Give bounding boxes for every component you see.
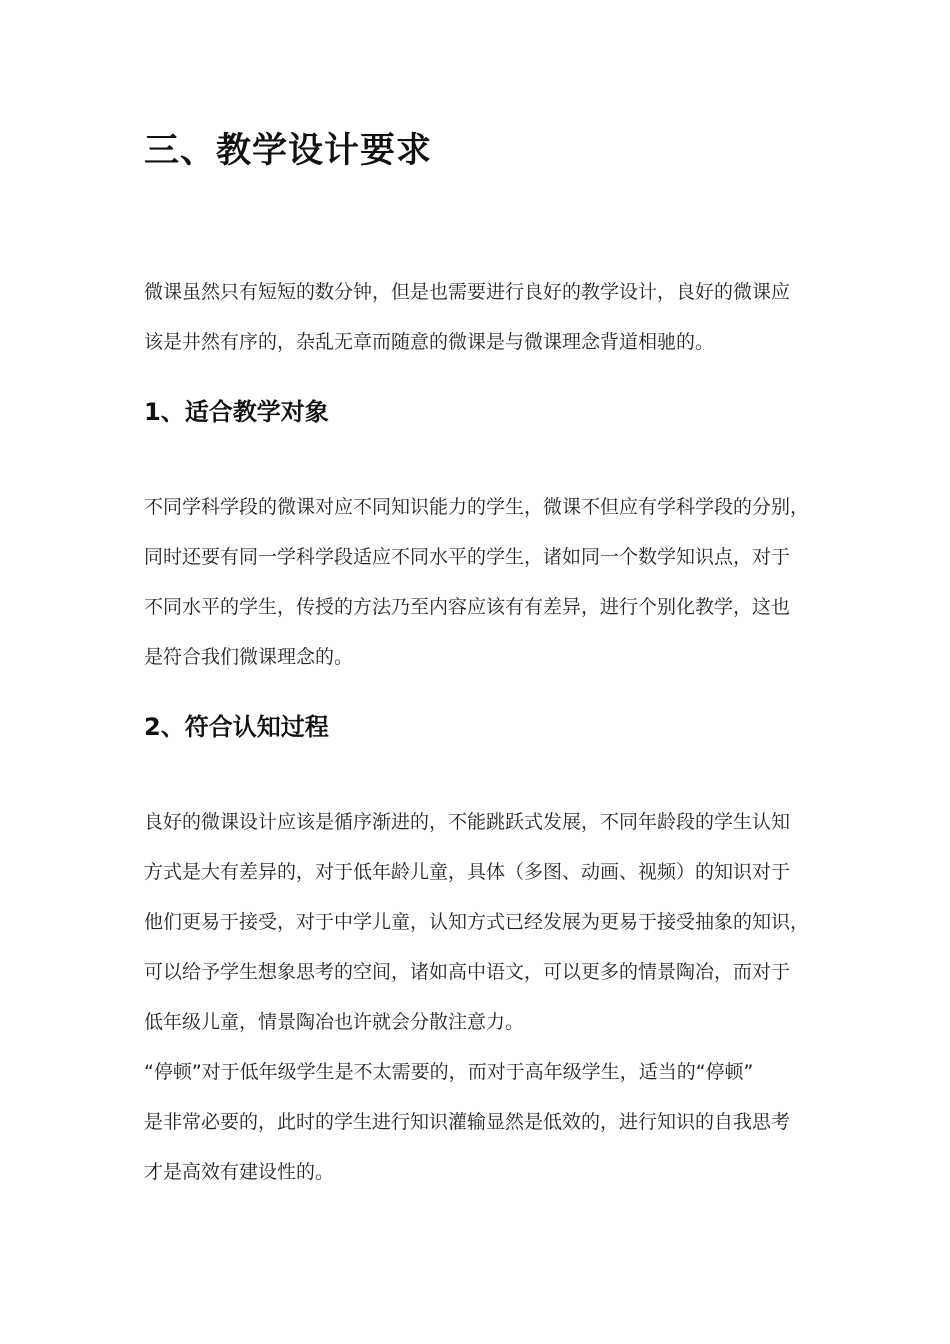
paragraph-line: 良好的微课设计应该是循序渐进的，不能跳跃式发展，不同年龄段的学生认知 — [144, 811, 791, 833]
paragraph-line: 方式是大有差异的，对于低年龄儿童，具体（多图、动画、视频）的知识对于 — [144, 861, 791, 883]
paragraph-line: 他们更易于接受，对于中学儿童，认知方式已经发展为更易于接受抽象的知识， — [144, 911, 810, 933]
paragraph-line: 不同水平的学生，传授的方法乃至内容应该有有差异，进行个别化教学，这也 — [144, 596, 791, 618]
section1-paragraph — [144, 482, 824, 682]
intro-paragraph — [144, 267, 824, 367]
paragraph-line: “停顿”对于低年级学生是不太需要的，而对于高年级学生，适当的“停顿” — [144, 1061, 754, 1083]
paragraph-line: 同时还要有同一学科学段适应不同水平的学生，诸如同一个数学知识点，对于 — [144, 546, 791, 568]
paragraph-line: 不同学科学段的微课对应不同知识能力的学生，微课不但应有学科学段的分别， — [144, 496, 810, 518]
subsection-heading-1: 1、适合教学对象 — [144, 398, 329, 426]
paragraph-line: 可以给予学生想象思考的空间，诸如高中语文，可以更多的情景陶冶，而对于 — [144, 961, 791, 983]
paragraph-line: 该是井然有序的，杂乱无章而随意的微课是与微课理念背道相驰的。 — [144, 331, 715, 353]
paragraph-line: 低年级儿童，情景陶冶也许就会分散注意力。 — [144, 1011, 525, 1033]
paragraph-line: 是符合我们微课理念的。 — [144, 646, 354, 668]
section-heading: 三、教学设计要求 — [144, 131, 433, 171]
paragraph-line: 微课虽然只有短短的数分钟，但是也需要进行良好的教学设计，良好的微课应 — [144, 281, 791, 303]
section2-paragraph — [144, 797, 824, 1197]
paragraph-line: 才是高效有建设性的。 — [144, 1161, 335, 1183]
paragraph-line: 是非常必要的，此时的学生进行知识灌输显然是低效的，进行知识的自我思考 — [144, 1111, 791, 1133]
subsection-heading-2: 2、符合认知过程 — [144, 713, 329, 741]
